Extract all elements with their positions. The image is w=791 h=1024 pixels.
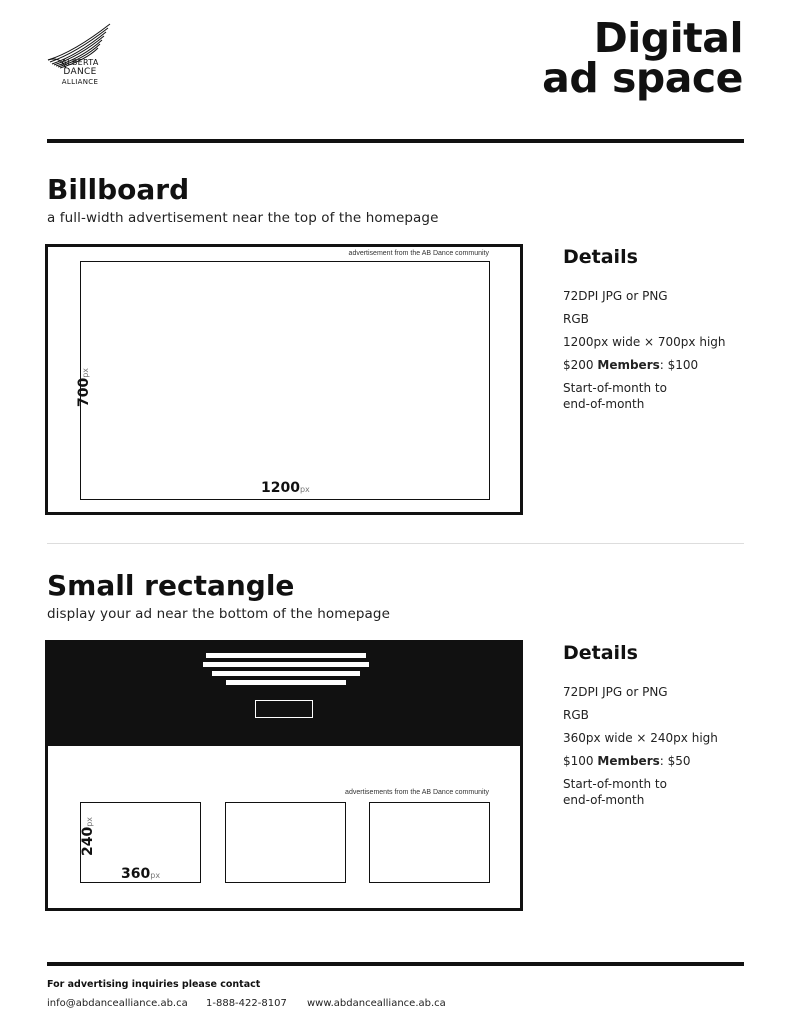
billboard-community-note: advertisement from the AB Dance community bbox=[348, 250, 489, 257]
small-rectangle-heading: Small rectangle bbox=[47, 569, 295, 602]
small-rectangle-width-label bbox=[121, 863, 160, 882]
logo-line-alliance: ALLIANCE bbox=[61, 78, 99, 86]
small-rectangle-height-value: 240 bbox=[80, 826, 97, 857]
billboard-period-line-2: end-of-month bbox=[563, 396, 645, 411]
small-rectangle-price-regular: $100 bbox=[563, 754, 594, 768]
billboard-width-unit: px bbox=[299, 485, 310, 494]
small-rectangle-ad-slot-3 bbox=[369, 802, 490, 883]
footer-divider bbox=[47, 962, 744, 966]
small-rectangle-detail-format: 72DPI JPG or PNG bbox=[563, 685, 668, 699]
footer-heading: For advertising inquiries please contact bbox=[47, 979, 261, 990]
small-rectangle-width-unit: px bbox=[150, 871, 161, 880]
small-rectangle-height-label bbox=[71, 813, 101, 857]
billboard-heading: Billboard bbox=[47, 173, 190, 206]
logo-line-alberta: ALBERTA bbox=[61, 58, 99, 67]
small-rectangle-price-members: : $50 bbox=[659, 754, 691, 768]
billboard-price-regular: $200 bbox=[563, 358, 594, 372]
billboard-homepage-mockup bbox=[45, 244, 523, 515]
billboard-detail-format: 72DPI JPG or PNG bbox=[563, 289, 668, 303]
page-title-line-2: ad space bbox=[542, 54, 743, 102]
hero-text-bar-2 bbox=[203, 662, 369, 667]
billboard-details-list bbox=[563, 289, 763, 420]
billboard-width-label bbox=[261, 477, 310, 496]
billboard-details-heading: Details bbox=[563, 246, 638, 268]
header-divider bbox=[47, 139, 744, 143]
small-rectangle-ad-slot-1 bbox=[80, 802, 201, 883]
small-rectangle-period-line-2: end-of-month bbox=[563, 792, 645, 807]
page-title bbox=[542, 14, 743, 102]
footer-email-link[interactable]: info@abdancealliance.ab.ca bbox=[47, 998, 188, 1009]
small-rectangle-community-note: advertisements from the AB Dance community bbox=[345, 789, 489, 796]
billboard-detail-period bbox=[563, 381, 763, 412]
billboard-members-label: Members bbox=[597, 358, 660, 372]
alberta-dance-alliance-logo bbox=[44, 22, 114, 98]
small-rectangle-ad-slot-2 bbox=[225, 802, 346, 883]
homepage-hero-block bbox=[48, 643, 520, 746]
billboard-ad-area bbox=[76, 261, 490, 500]
billboard-width-value: 1200 bbox=[261, 480, 300, 496]
billboard-height-unit: px bbox=[81, 367, 91, 378]
page-title-line-1: Digital bbox=[593, 14, 743, 62]
hero-text-bar-3 bbox=[212, 671, 360, 676]
billboard-height-label bbox=[77, 362, 107, 422]
small-rectangle-members-label: Members bbox=[597, 754, 660, 768]
small-rectangle-detail-price bbox=[563, 754, 763, 770]
hero-text-bar-4 bbox=[226, 680, 346, 685]
billboard-detail-color: RGB bbox=[563, 312, 589, 326]
footer-phone[interactable]: 1-888-422-8107 bbox=[206, 998, 287, 1009]
small-rectangle-subtitle: display your ad near the bottom of the homepage bbox=[47, 606, 390, 622]
small-rectangle-homepage-mockup bbox=[45, 640, 523, 911]
billboard-subtitle: a full-width advertisement near the top of the homepage bbox=[47, 210, 439, 226]
hero-button-outline bbox=[255, 700, 313, 718]
small-rectangle-details-list bbox=[563, 685, 763, 816]
small-rectangle-period-line-1: Start-of-month to bbox=[563, 777, 667, 791]
small-rectangle-height-unit: px bbox=[85, 816, 95, 827]
small-rectangle-detail-size: 360px wide × 240px high bbox=[563, 731, 718, 745]
hero-text-bar-1 bbox=[206, 653, 366, 658]
billboard-detail-size: 1200px wide × 700px high bbox=[563, 335, 726, 349]
section-divider bbox=[47, 543, 744, 544]
billboard-period-line-1: Start-of-month to bbox=[563, 381, 667, 395]
billboard-detail-price bbox=[563, 358, 763, 374]
small-rectangle-width-value: 360 bbox=[121, 866, 151, 882]
billboard-height-value: 700 bbox=[76, 377, 93, 408]
small-rectangle-details-heading: Details bbox=[563, 642, 638, 664]
small-rectangle-detail-color: RGB bbox=[563, 708, 589, 722]
small-rectangle-detail-period bbox=[563, 777, 763, 808]
billboard-price-members: : $100 bbox=[659, 358, 699, 372]
footer-website-link[interactable]: www.abdancealliance.ab.ca bbox=[307, 998, 446, 1009]
logo-line-dance: DANCE bbox=[63, 67, 97, 77]
